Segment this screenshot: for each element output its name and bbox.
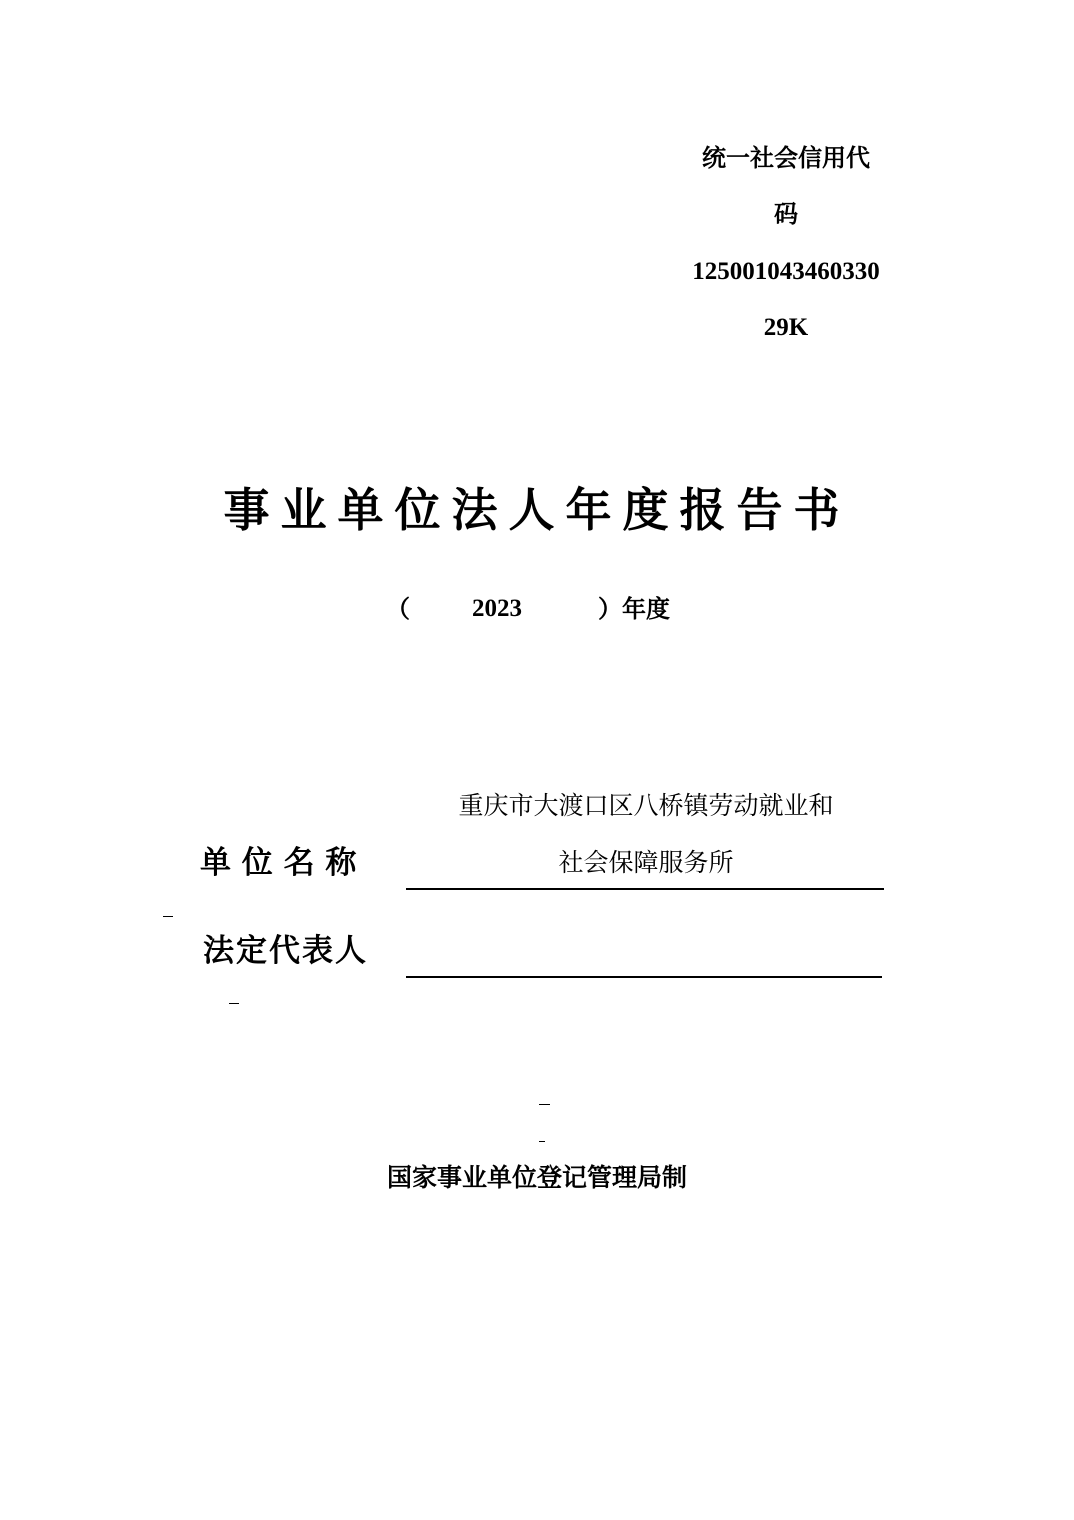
issuer-footer: 国家事业单位登记管理局制 [386,1163,687,1192]
unit-name-label: 单 位 名 称 [200,845,357,881]
unit-name-value-line2: 社会保障服务所 [558,848,734,877]
year-close-suffix: ）年度 [598,594,670,623]
legal-rep-underline [406,976,882,978]
document-title: 事业单位法人年度报告书 [223,483,851,537]
stray-dash [229,1003,239,1004]
year-open-paren: （ [386,594,410,623]
stray-dash [163,916,173,917]
unit-name-underline [406,888,884,890]
credit-code-value-line2: 29K [763,314,809,341]
stray-dash [539,1141,545,1142]
credit-code-label-line2: 码 [774,199,798,228]
credit-code-label-line1: 统一社会信用代 [702,143,870,172]
legal-rep-label: 法定代表人 [203,933,368,969]
stray-dash [539,1104,550,1105]
report-year: 2023 [472,595,522,622]
unit-name-value-line1: 重庆市大渡口区八桥镇劳动就业和 [458,791,834,820]
credit-code-value-line1: 125001043460330 [692,258,880,285]
